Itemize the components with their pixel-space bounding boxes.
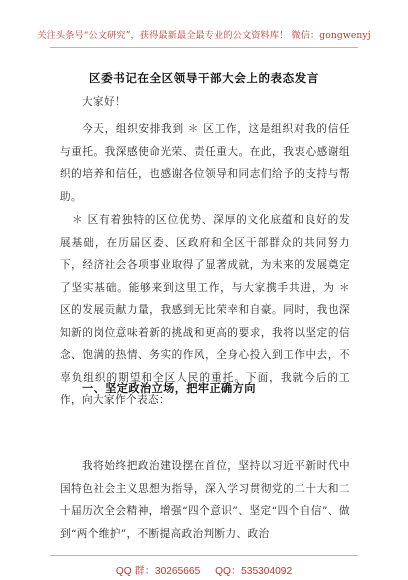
footer-contact	[0, 562, 408, 577]
header-divider	[50, 47, 358, 48]
greeting: 大家好！	[82, 96, 126, 108]
footer-qq-group: QQ 群：30265665	[115, 566, 201, 577]
paragraph-3: 我将始终把政治建设摆在首位，坚持以习近平新时代中国特色社会主义思想为指导，深入学习贯彻党的二十大和二十届历次全会精神，增强“四个意识”、坚定“四个自信”、做到“两个维护”，不断提高政治判断力、政治	[60, 460, 350, 540]
header-promo-note: 关注头条号“公文研究”，获得最新最全最专业的公文资料库！ 微信：gongwenyj	[37, 30, 371, 41]
document-title: 区委书记在全区领导干部大会上的表态发言	[89, 71, 319, 85]
paragraph-2: ＊ 区有着独特的区位优势、深厚的文化底蕴和良好的发展基础，在历届区委、区政府和全区干部群众的共同努力下，经济社会各项事业取得了显著成就，为未来的发展奠定了坚实基础。能够来到这里工作，与大家携手共进，为 ＊ 区的发展贡献力量，我感到无比荣幸和自豪。同时，我也深知新的岗位意味着新的挑战和更高的要求，我将以坚定的信念、饱满的热情、务实的作风，全身心投入到工作中去，不辜负组织的期望和全区人民的重托。下面，我就今后的工作，向大家作个表态：	[60, 214, 350, 406]
footer-qq: QQ：535304092	[215, 566, 293, 577]
footer-divider	[50, 555, 358, 556]
section-heading-1: 一、坚定政治立场，把牢正确方向	[82, 381, 256, 395]
paragraph-1: 今天，组织安排我到 ＊ 区工作，这是组织对我的信任与重托。我深感使命光荣、责任重大。在此，我衷心感谢组织的培养和信任，也感谢各位领导和同志们给予的支持与帮助。	[60, 123, 350, 203]
